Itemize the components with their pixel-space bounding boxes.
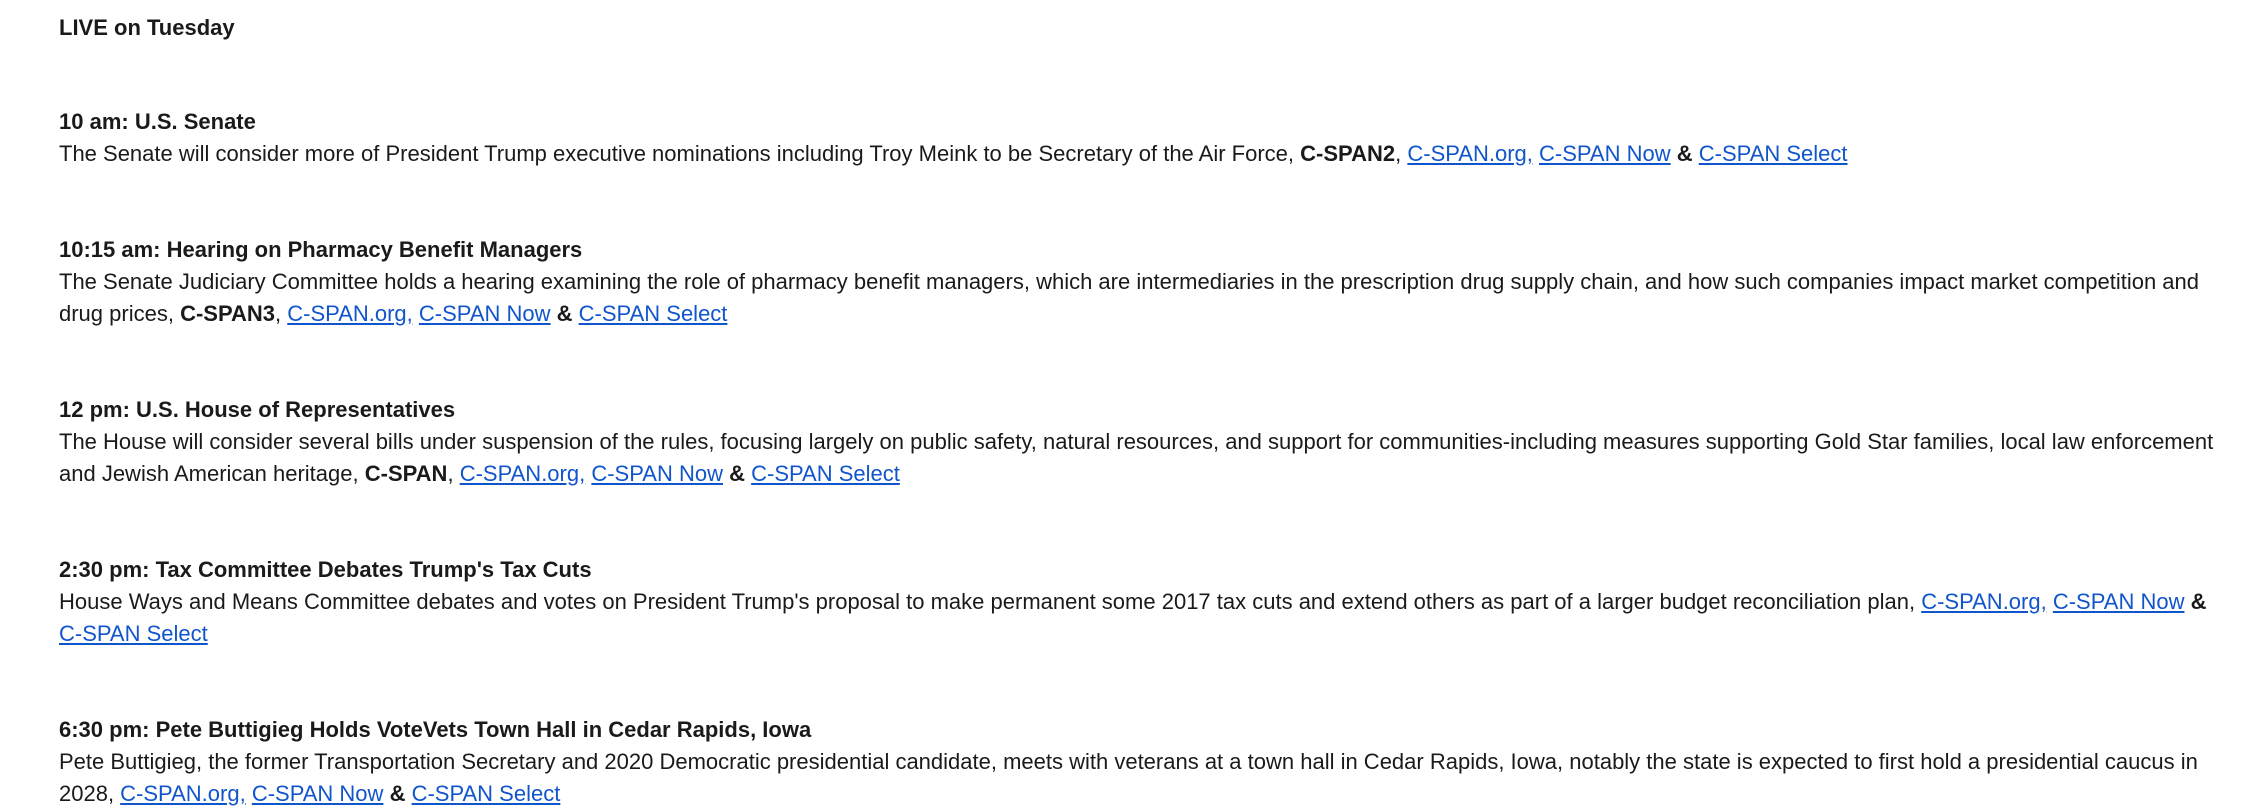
comma-separator: ,: [1395, 141, 1402, 166]
cspan-now-link[interactable]: C-SPAN Now: [2052, 589, 2185, 614]
cspan-now-link[interactable]: C-SPAN Now: [251, 781, 384, 806]
cspan-org-link[interactable]: C-SPAN.org,: [1407, 141, 1533, 166]
page-title: LIVE on Tuesday: [59, 15, 235, 40]
ampersand: &: [729, 461, 745, 486]
ampersand: &: [389, 781, 406, 806]
entry-title: 10 am: U.S. Senate: [59, 109, 256, 134]
comma-separator: ,: [275, 301, 282, 326]
entry-description: [59, 746, 2229, 810]
cspan-now-link[interactable]: C-SPAN Now: [418, 301, 551, 326]
entry-text: The Senate will consider more of President Trump executive nominations including Troy Meink to be Secretary of the Air Force,: [59, 141, 1301, 166]
schedule-entry: [59, 714, 2229, 810]
entry-text: The House will consider several bills under suspension of the rules, focusing largely on public safety, natural resources, and support for communities-including measures supporting Gold Star families, local law enforcement and Jewish American heritage,: [59, 429, 2214, 486]
cspan-select-link[interactable]: C-SPAN Select: [59, 621, 208, 646]
entry-text: House Ways and Means Committee debates and votes on President Trump's proposal to make permanent some 2017 tax cuts and extend others as part of a larger budget reconciliation plan,: [59, 589, 1922, 614]
cspan-now-link[interactable]: C-SPAN Now: [1539, 141, 1671, 166]
ampersand: &: [556, 301, 573, 326]
ampersand: &: [2190, 589, 2207, 614]
entry-description: [59, 426, 2229, 490]
cspan-select-link[interactable]: C-SPAN Select: [411, 781, 561, 806]
entry-title: 2:30 pm: Tax Committee Debates Trump's Tax Cuts: [59, 557, 592, 582]
cspan-now-link[interactable]: C-SPAN Now: [591, 461, 723, 486]
cspan-select-link[interactable]: C-SPAN Select: [751, 461, 900, 486]
ampersand: &: [1676, 141, 1693, 166]
schedule-entry: [59, 394, 2229, 490]
channel-label: C-SPAN3: [180, 301, 276, 326]
schedule-entry: [59, 106, 2229, 170]
entry-description: [59, 586, 2229, 650]
entry-title: 10:15 am: Hearing on Pharmacy Benefit Managers: [59, 237, 583, 262]
channel-label: C-SPAN: [364, 461, 448, 486]
cspan-select-link[interactable]: C-SPAN Select: [1698, 141, 1848, 166]
cspan-org-link[interactable]: C-SPAN.org,: [287, 301, 413, 326]
cspan-org-link[interactable]: C-SPAN.org,: [459, 461, 586, 486]
channel-label: C-SPAN2: [1300, 141, 1396, 166]
cspan-org-link[interactable]: C-SPAN.org,: [120, 781, 246, 806]
entry-title: 6:30 pm: Pete Buttigieg Holds VoteVets Town Hall in Cedar Rapids, Iowa: [59, 717, 812, 742]
entry-text: The Senate Judiciary Committee holds a hearing examining the role of pharmacy benefit managers, which are intermediaries in the prescription drug supply chain, and how such companies impact market competition and drug prices,: [59, 269, 2200, 326]
entry-text: Pete Buttigieg, the former Transportation Secretary and 2020 Democratic presidential candidate, meets with veterans at a town hall in Cedar Rapids, Iowa, notably the state is expected to first hold a presidential caucus in 2028,: [59, 749, 2198, 806]
entry-title: 12 pm: U.S. House of Representatives: [59, 397, 456, 422]
cspan-select-link[interactable]: C-SPAN Select: [578, 301, 728, 326]
schedule-entry: [59, 234, 2229, 330]
cspan-org-link[interactable]: C-SPAN.org,: [1921, 589, 2047, 614]
comma-separator: ,: [447, 461, 454, 486]
entry-description: [59, 266, 2229, 330]
entry-description: [59, 138, 2229, 170]
schedule-entry: [59, 554, 2229, 650]
